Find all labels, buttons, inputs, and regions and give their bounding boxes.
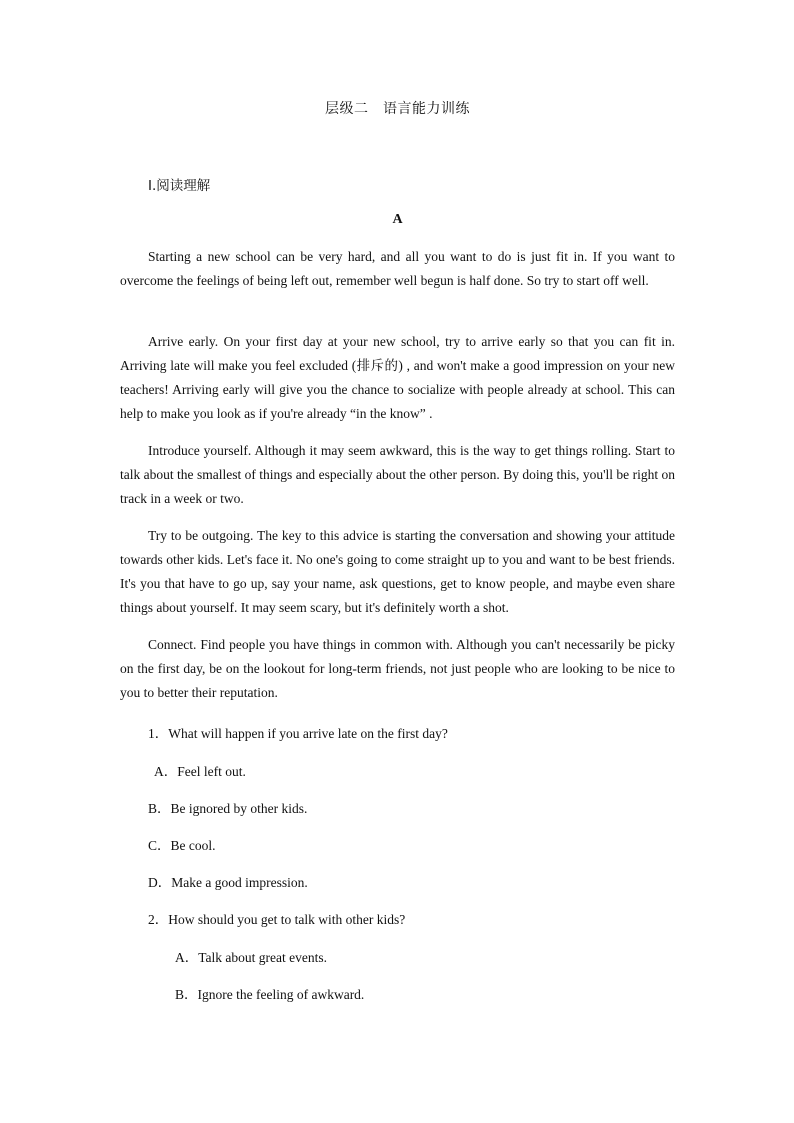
- question-1: 1．What will happen if you arrive late on the first day?: [148, 726, 448, 741]
- passage-title: A: [392, 212, 403, 227]
- question-2: 2．How should you get to talk with other kids?: [148, 912, 406, 927]
- question-1-option-c: C．Be cool.: [148, 838, 216, 853]
- page-title: 层级二 语言能力训练: [325, 101, 470, 117]
- question-2-option-a: A．Talk about great events.: [175, 950, 328, 965]
- passage-paragraph-3: Introduce yourself. Although it may seem awkward, this is the way to get things rolling. Start to talk about the smallest of things and especially about the other person. By doing this, you'll be right on track in a week or two.: [120, 443, 675, 506]
- passage-paragraph-4: Try to be outgoing. The key to this advice is starting the conversation and showing your attitude towards other kids. Let's face it. No one's going to come straight up to you and want to be best friends. It's you that have to go up, say your name, ask questions, get to know people, and maybe even share things about yourself. It may seem scary, but it's definitely worth a shot.: [120, 528, 675, 615]
- question-1-option-d: D．Make a good impression.: [148, 875, 308, 890]
- passage-paragraph-2: Arrive early. On your first day at your new school, try to arrive early so that you can fit in. Arriving late will make you feel excluded (排斥的) , and won't make a good impression on your new teachers! Arriving early will give you the chance to socialize with people already at school. This can help to make you look as if you're already “in the know” .: [120, 334, 675, 421]
- question-1-option-a: A．Feel left out.: [154, 764, 246, 779]
- question-1-option-b: B．Be ignored by other kids.: [148, 801, 308, 816]
- passage-paragraph-5: Connect. Find people you have things in common with. Although you can't necessarily be picky on the first day, be on the lookout for long-term friends, not just people who are looking to be nice to you to better their reputation.: [120, 637, 675, 700]
- section-heading: Ⅰ.阅读理解: [148, 178, 211, 194]
- passage-paragraph-1: Starting a new school can be very hard, and all you want to do is just fit in. If you want to overcome the feelings of being left out, remember well begun is half done. So try to start off well.: [120, 249, 675, 288]
- question-2-option-b: B．Ignore the feeling of awkward.: [175, 987, 365, 1002]
